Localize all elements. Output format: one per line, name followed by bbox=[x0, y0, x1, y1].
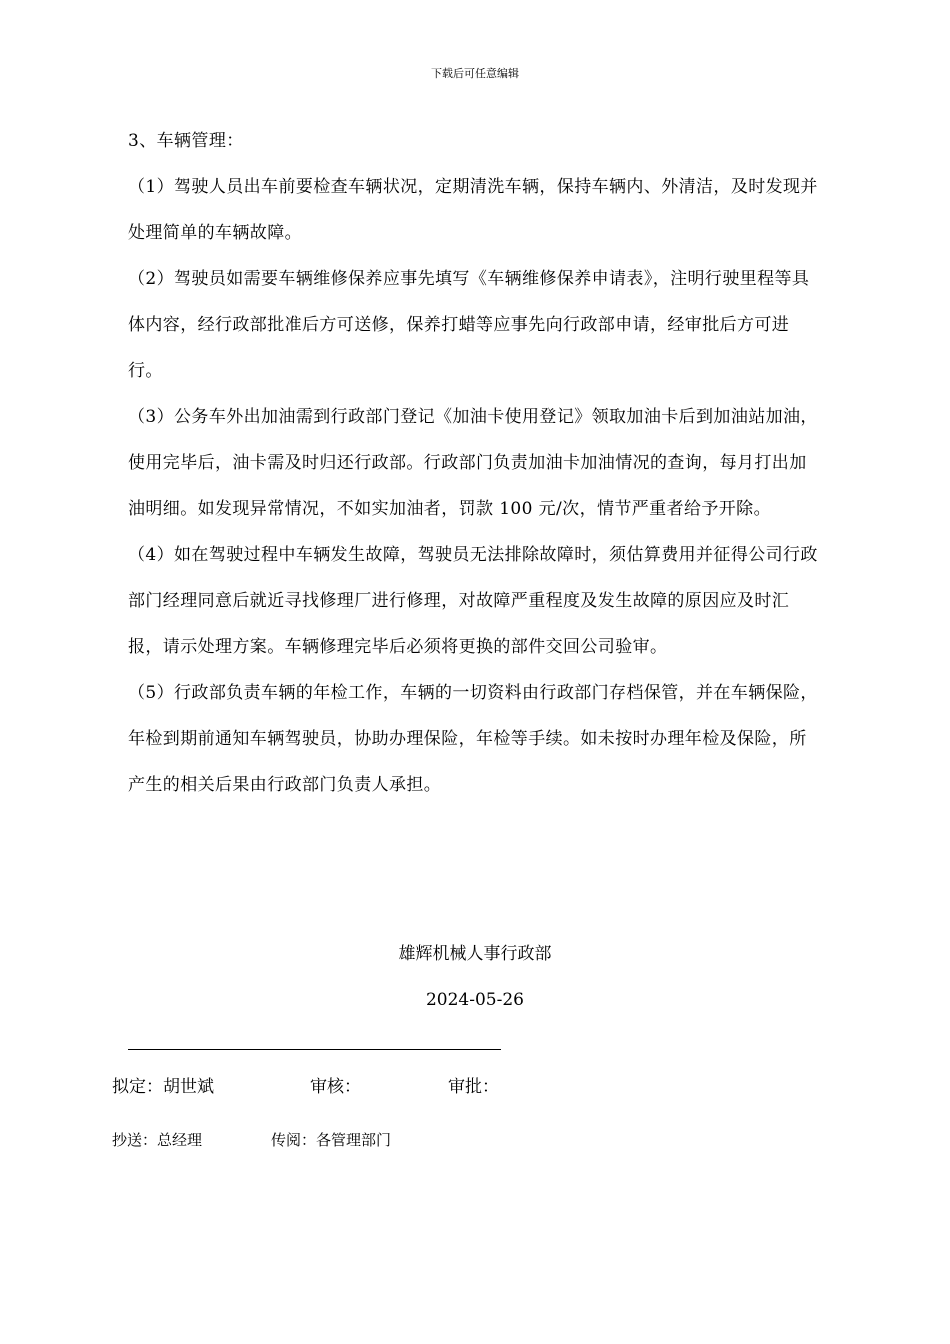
header-note: 下载后可任意编辑 bbox=[431, 67, 519, 80]
cc-recipient: 抄送：总经理 bbox=[112, 1131, 203, 1149]
paragraph-3: （3）公务车外出加油需到行政部门登记《加油卡使用登记》领取加油卡后到加油站加油，使用完毕后，油卡需及时归还行政部。行政部门负责加油卡加油情况的查询，每月打出加油明细。如发现异常情况，不如实加油者，罚款 100 元/次，情节严重者给予开除。 bbox=[128, 407, 818, 519]
section-title: 3、车辆管理： bbox=[128, 131, 244, 151]
drafted-by: 拟定：胡世斌 bbox=[112, 1077, 214, 1097]
reviewed-by: 审核： bbox=[310, 1077, 361, 1097]
circulate-recipient: 传阅：各管理部门 bbox=[271, 1131, 392, 1149]
signing-date: 2024-05-26 bbox=[425, 990, 524, 1010]
paragraph-4: （4）如在驾驶过程中车辆发生故障，驾驶员无法排除故障时，须估算费用并征得公司行政部门经理同意后就近寻找修理厂进行修理，对故障严重程度及发生故障的原因应及时汇报，请示处理方案。车辆修理完毕后必须将更换的部件交回公司验审。 bbox=[128, 545, 818, 657]
paragraph-1: （1）驾驶人员出车前要检查车辆状况，定期清洗车辆，保持车辆内、外清洁，及时发现并处理简单的车辆故障。 bbox=[128, 177, 818, 243]
paragraph-2: （2）驾驶员如需要车辆维修保养应事先填写《车辆维修保养申请表》，注明行驶里程等具体内容，经行政部批准后方可送修，保养打蜡等应事先向行政部申请，经审批后方可进行。 bbox=[128, 269, 810, 381]
signing-department: 雄辉机械人事行政部 bbox=[398, 944, 552, 964]
approved-by: 审批： bbox=[448, 1077, 499, 1097]
document-body bbox=[128, 118, 818, 808]
divider-line bbox=[128, 1049, 501, 1050]
paragraph-5: （5）行政部负责车辆的年检工作，车辆的一切资料由行政部门存档保管，并在车辆保险，年检到期前通知车辆驾驶员，协助办理保险，年检等手续。如未按时办理年检及保险，所产生的相关后果由行政部门负责人承担。 bbox=[128, 683, 818, 795]
